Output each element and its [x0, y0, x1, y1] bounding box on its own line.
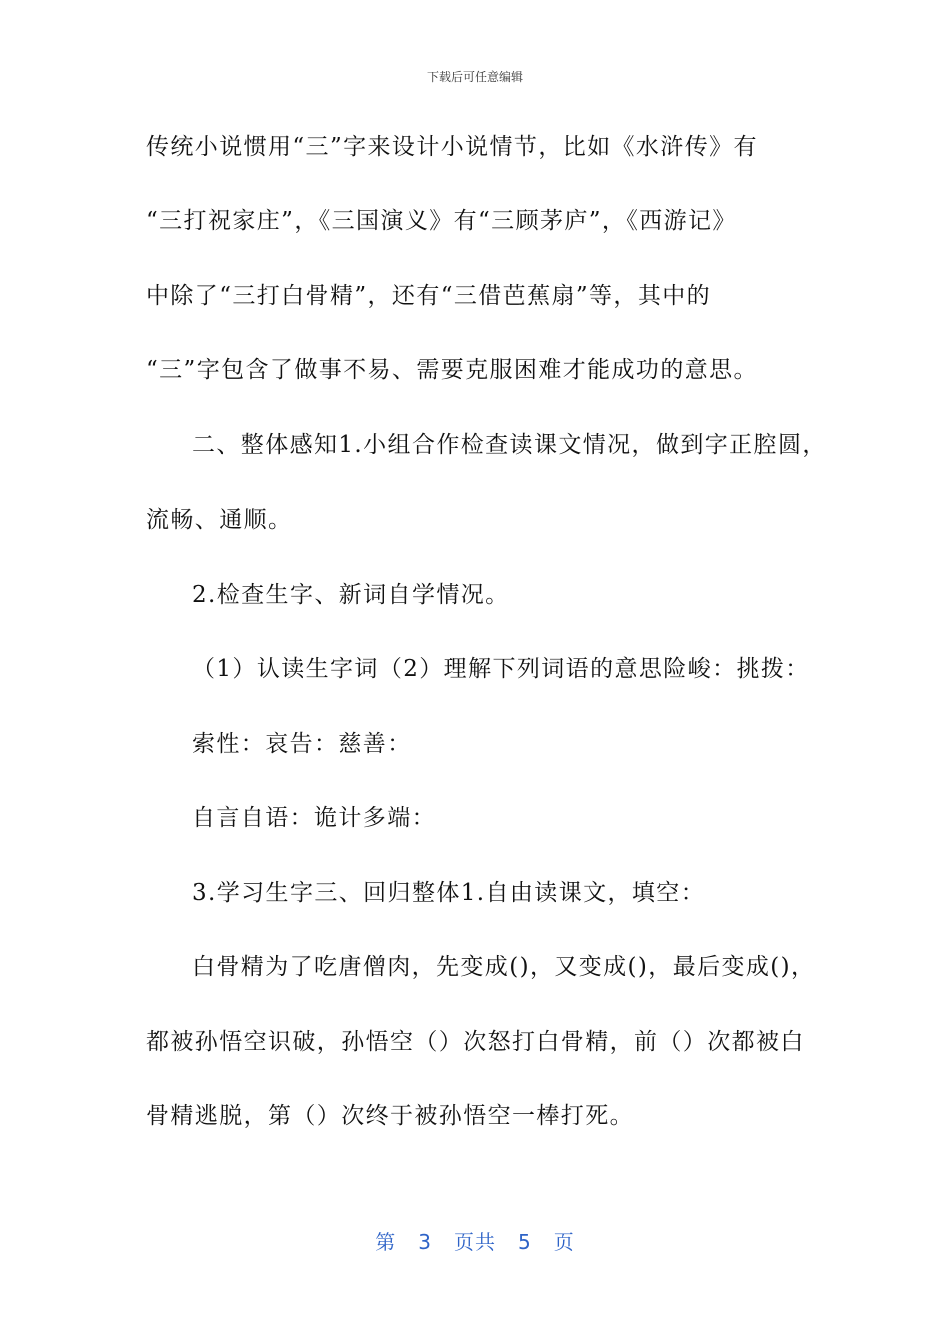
paragraph-line: 都被孙悟空识破，孙悟空（）次怒打白骨精，前（）次都被白 — [146, 1029, 805, 1055]
paragraph-line: 索性：哀告：慈善： — [192, 731, 412, 757]
paragraph-line: 骨精逃脱，第（）次终于被孙悟空一棒打死。 — [146, 1103, 634, 1129]
paragraph-line: 3.学习生字三、回归整体1.自由读课文，填空： — [192, 880, 706, 906]
current-page-number: 3 — [418, 1230, 432, 1254]
page-label-middle: 页共 — [454, 1230, 496, 1254]
paragraph-line: 白骨精为了吃唐僧肉，先变成()，又变成()，最后变成()， — [192, 954, 816, 980]
paragraph-line: 中除了“三打白骨精”，还有“三借芭蕉扇”等，其中的 — [146, 283, 712, 309]
page-label-prefix: 第 — [375, 1230, 397, 1254]
paragraph-line: “三打祝家庄”，《三国演义》有“三顾茅庐”，《西游记》 — [146, 208, 737, 234]
paragraph-line: 2.检查生字、新词自学情况。 — [192, 582, 510, 608]
paragraph-line: 流畅、通顺。 — [146, 507, 293, 533]
paragraph-line: 自言自语：诡计多端： — [192, 805, 436, 831]
page-label-suffix: 页 — [553, 1230, 575, 1254]
paragraph-line: 二、整体感知1.小组合作检查读课文情况，做到字正腔圆， — [192, 432, 827, 458]
total-pages-number: 5 — [518, 1230, 532, 1254]
paragraph-line: （1）认读生字词（2）理解下列词语的意思险峻：挑拨： — [192, 656, 810, 682]
paragraph-line: 传统小说惯用“三”字来设计小说情节，比如《水浒传》有 — [146, 134, 758, 160]
paragraph-line: “三”字包含了做事不易、需要克服困难才能成功的意思。 — [146, 357, 758, 383]
page-number-footer — [0, 1226, 950, 1255]
header-note: 下载后可任意编辑 — [426, 70, 523, 84]
